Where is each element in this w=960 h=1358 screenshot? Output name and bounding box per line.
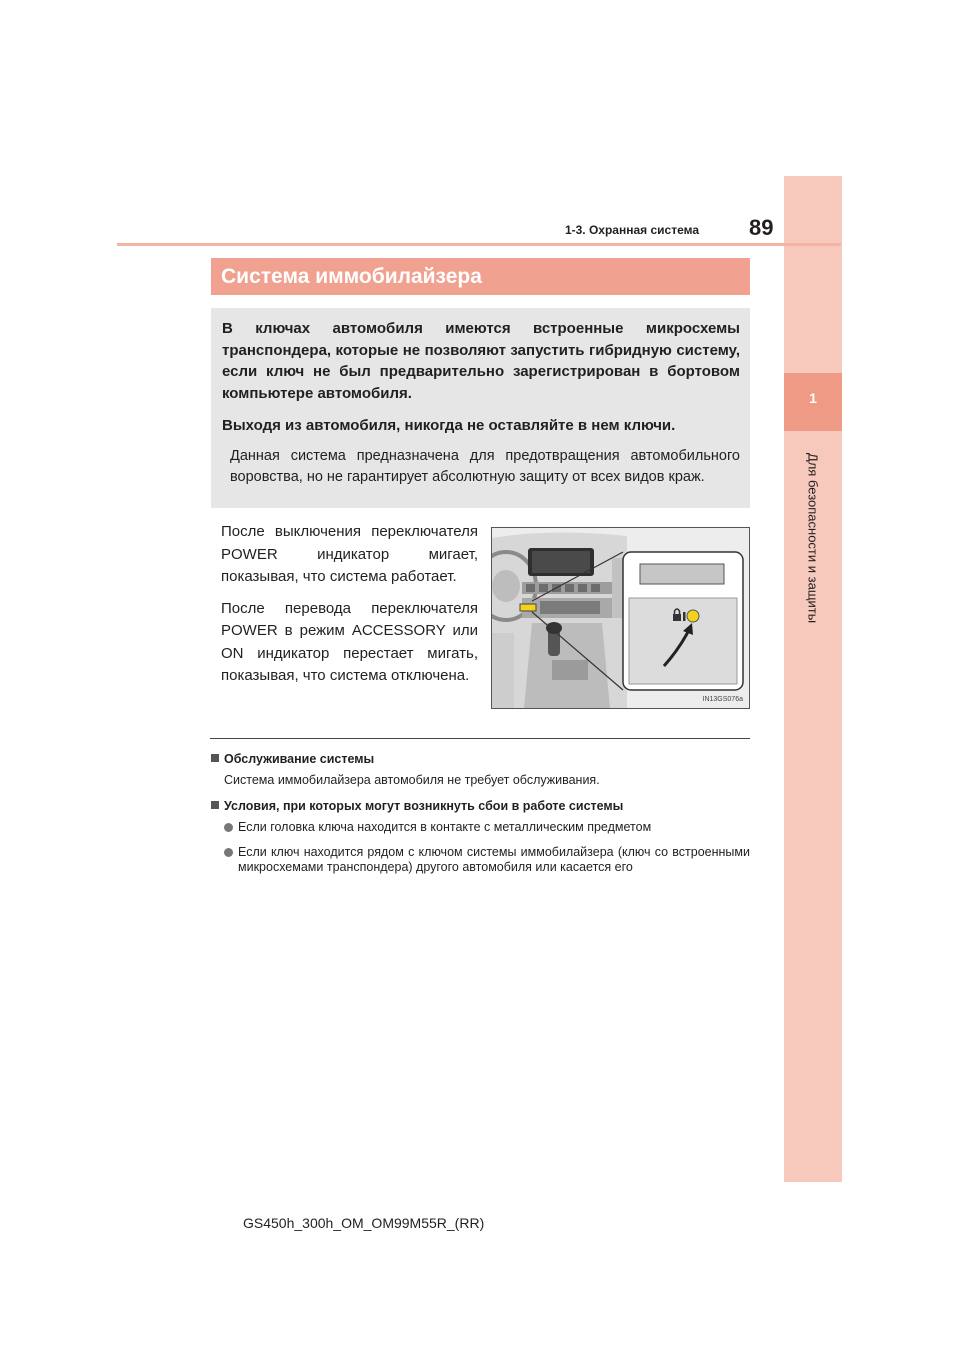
intro-paragraph: В ключах автомобиля имеются встроенные микросхемы транспондера, которые не позволяют запустить гибридную систему, если ключ не был предварительно зарегистрирован в бортовом компьютере автомобиля. [222,320,740,402]
square-bullet-icon [211,754,219,762]
maintenance-heading: Обслуживание системы [211,751,750,768]
section-divider [210,738,750,739]
page-number: 89 [749,215,774,240]
failures-heading: Условия, при которых могут возникнуть сбои в работе системы [211,798,750,815]
indicator-description [221,521,478,688]
square-bullet-icon [211,801,219,809]
security-indicator-light [687,610,699,622]
dashboard-illustration [491,527,750,709]
side-chapter-number: 1 [784,373,842,431]
side-tab-band [784,176,842,1182]
failures-list [211,820,750,876]
list-item: Если ключ находится рядом с ключом системы иммобилайзера (ключ со встроенными микросхемами транспондера) другого автомобиля или касается его [224,845,750,876]
circle-bullet-icon [224,848,233,857]
figure-code: IN13GS076a [702,696,743,703]
header-rule [117,243,841,246]
intro-box [211,308,750,508]
side-chapter-label: Для безопасности и защиты [805,452,821,624]
indicator-text-on: После перевода переключателя POWER в режим ACCESSORY или ON индикатор перестает мигать, показывая, что система отключена. [221,599,478,684]
list-item: Если головка ключа находится в контакте с металлическим предметом [224,820,750,836]
header-section-title: 1-3. Охранная система [564,223,699,237]
maintenance-text: Система иммобилайзера автомобиля не требует обслуживания. [224,773,600,787]
intro-note: Данная система предназначена для предотвращения автомобильного воровства, но не гарантирует абсолютную защиту от всех видов краж. [230,447,740,485]
document-code: GS450h_300h_OM_OM99M55R_(RR) [243,1215,485,1231]
circle-bullet-icon [224,823,233,832]
page-title: Система иммобилайзера [211,258,750,295]
dashboard-drawing [492,528,749,708]
intro-warning: Выходя из автомобиля, никогда не оставляйте в нем ключи. [222,417,676,434]
notes-section [211,751,750,885]
indicator-text-off: После выключения переключателя POWER индикатор мигает, показывая, что система работает. [221,523,478,585]
